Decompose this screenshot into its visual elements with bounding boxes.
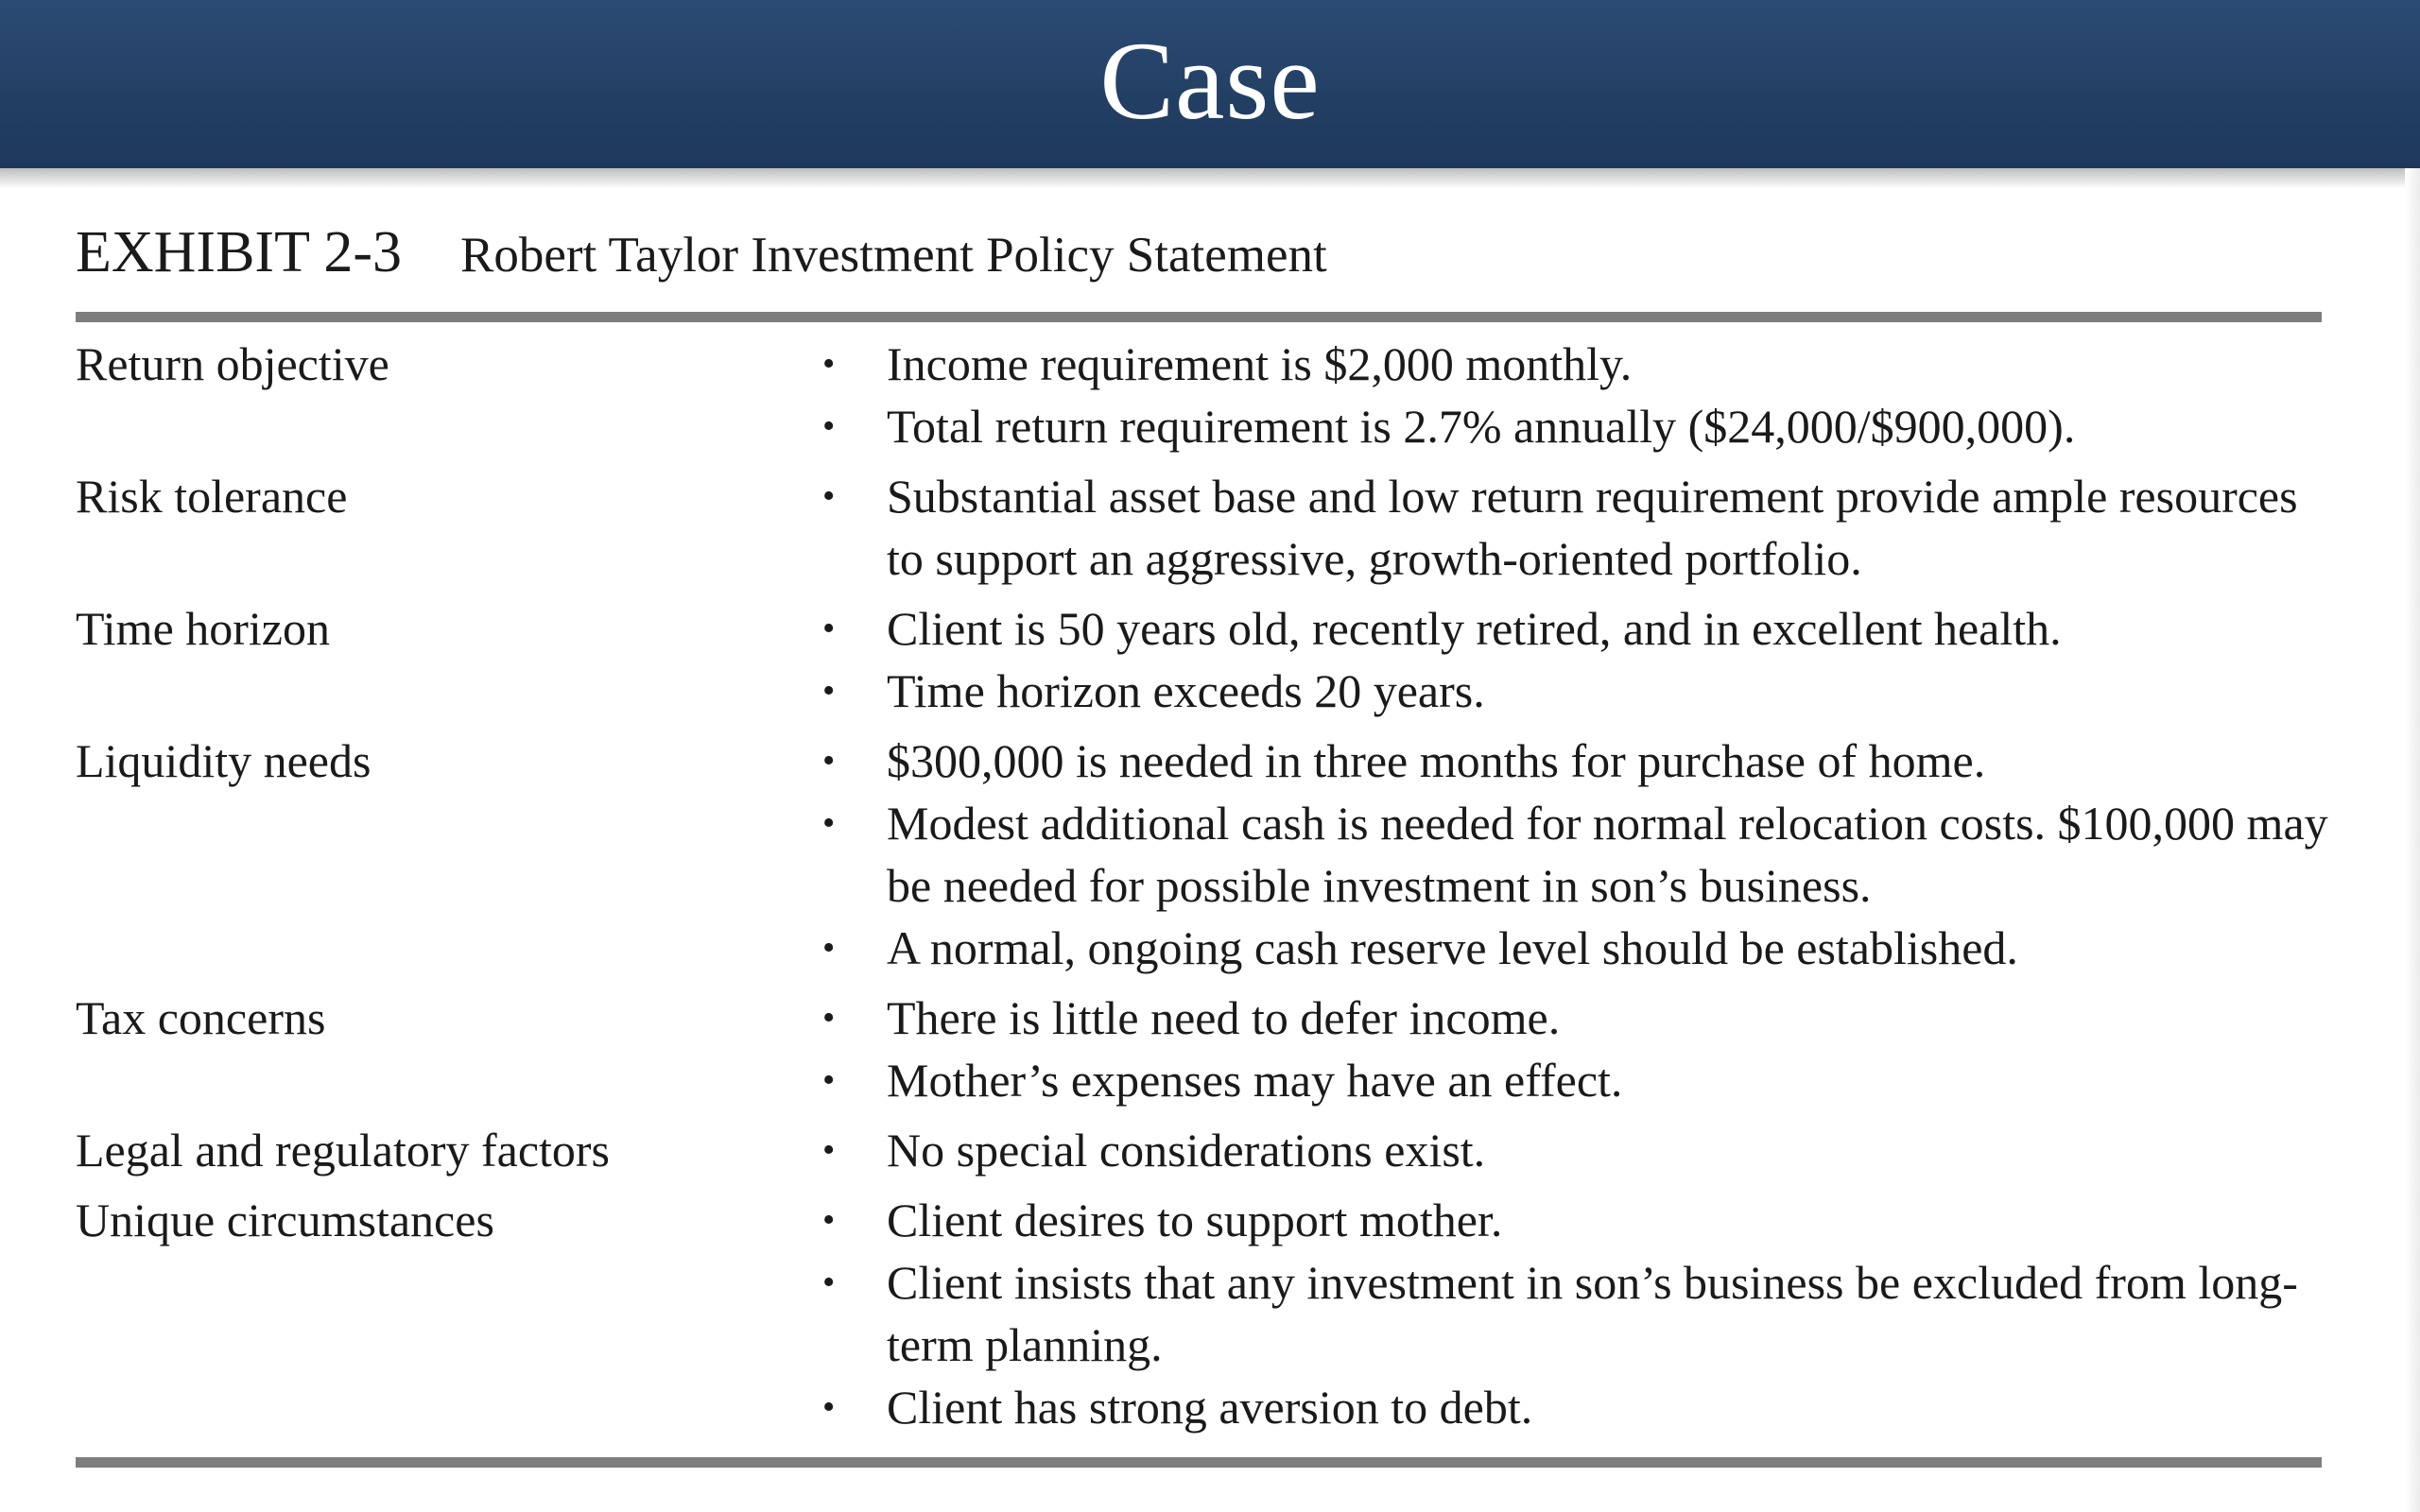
exhibit-caption: Robert Taylor Investment Policy Statement [459,228,1327,283]
bullet-icon: • [822,406,836,446]
factor-details [822,1189,2344,1438]
factor-label: Tax concerns [76,991,326,1044]
list-item [822,1376,2344,1438]
bullet-icon: • [822,476,836,516]
list-item [822,333,2344,395]
list-item [822,660,2344,722]
factor-label: Time horizon [76,602,330,655]
factor-details [822,1119,2344,1181]
slide-edge-shadow [2405,168,2420,1512]
detail-text: Modest additional cash is needed for normal relocation costs. $100,000 may be needed for possible investment in son’s business. [887,797,2328,912]
factor-details [822,987,2344,1111]
bullet-icon: • [822,1130,836,1170]
detail-text: Income requirement is $2,000 monthly. [887,337,1633,390]
detail-text: Client has strong aversion to debt. [887,1381,1533,1434]
slide-title: Case [1099,19,1321,143]
list-item [822,395,2344,457]
list-item [822,917,2344,979]
detail-text: Client desires to support mother. [887,1194,1503,1246]
factor-label: Legal and regulatory factors [76,1124,611,1177]
detail-text: There is little need to defer income. [887,991,1561,1044]
bullet-icon: • [822,803,836,843]
detail-text: Client is 50 years old, recently retired, and in excellent health. [887,602,2062,655]
factor-details [822,333,2344,457]
table-row [76,730,2344,979]
factor-label: Liquidity needs [76,734,372,787]
factor-label: Risk tolerance [76,470,348,523]
bullet-icon: • [822,671,836,711]
policy-table [76,333,2344,1446]
bullet-icon: • [822,1263,836,1302]
table-row [76,597,2344,722]
list-item [822,1251,2344,1376]
detail-text: Client insists that any investment in son’s business be excluded from long-term planning. [887,1256,2298,1371]
exhibit-label: EXHIBIT 2-3 [76,220,402,284]
bullet-icon: • [822,609,836,648]
factor-label: Return objective [76,337,389,390]
detail-text: Total return requirement is 2.7% annually ($24,000/$900,000). [887,400,2076,453]
top-rule [76,312,2322,322]
detail-text: A normal, ongoing cash reserve level should be established. [887,921,2018,974]
bullet-icon: • [822,928,836,968]
bullet-icon: • [822,1387,836,1427]
detail-text: No special considerations exist. [887,1124,1486,1177]
title-bar [0,0,2420,168]
list-item [822,597,2344,660]
table-row [76,1189,2344,1438]
list-item [822,1049,2344,1111]
bullet-icon: • [822,1200,836,1240]
factor-details [822,730,2344,979]
factor-details [822,465,2344,590]
bullet-icon: • [822,998,836,1038]
table-row [76,333,2344,457]
factor-label: Unique circumstances [76,1194,494,1246]
detail-text: Substantial asset base and low return requirement provide ample resources to support an aggressive, growth-oriented portfolio. [887,470,2298,585]
detail-text: Mother’s expenses may have an effect. [887,1054,1623,1107]
list-item [822,792,2344,917]
list-item [822,465,2344,590]
list-item [822,730,2344,792]
detail-text: $300,000 is needed in three months for purchase of home. [887,734,1986,787]
list-item [822,987,2344,1049]
bullet-icon: • [822,344,836,384]
table-row [76,1119,2344,1181]
list-item [822,1189,2344,1251]
detail-text: Time horizon exceeds 20 years. [887,664,1485,717]
table-row [76,465,2344,590]
bottom-rule [76,1457,2322,1468]
list-item [822,1119,2344,1181]
bullet-icon: • [822,1060,836,1100]
bullet-icon: • [822,741,836,781]
title-shadow [0,168,2420,189]
factor-details [822,597,2344,722]
table-row [76,987,2344,1111]
exhibit-heading [76,219,2325,285]
